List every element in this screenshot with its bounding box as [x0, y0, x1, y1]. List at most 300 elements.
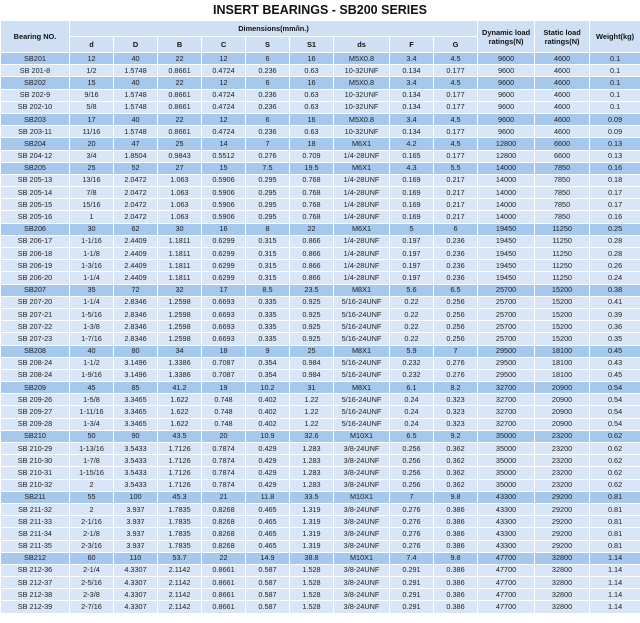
table-row [1, 138, 640, 150]
table-row [1, 516, 640, 528]
table-cell: 15/16 [70, 199, 114, 211]
table-cell: 1-1/4 [70, 272, 114, 284]
table-cell: 4.3 [390, 162, 434, 174]
table-row [1, 479, 640, 491]
table-cell: 3.3465 [114, 418, 158, 430]
table-cell: 0.63 [290, 101, 334, 113]
table-cell: 12 [202, 53, 246, 65]
table-cell: 0.386 [434, 589, 478, 601]
table-cell: 1.14 [590, 577, 640, 589]
table-cell: SB 206-17 [1, 235, 70, 247]
table-cell: 0.866 [290, 248, 334, 260]
table-cell: 0.17 [590, 199, 640, 211]
table-cell: 72 [114, 284, 158, 296]
table-cell: 0.768 [290, 187, 334, 199]
table-cell: M6X1 [334, 138, 390, 150]
table-row [1, 65, 640, 77]
table-cell: 14000 [478, 162, 535, 174]
col-G: G [434, 37, 478, 53]
table-cell: 3/8-24UNF [334, 503, 390, 515]
table-cell: 4.3307 [114, 589, 158, 601]
table-cell: 0.1 [590, 101, 640, 113]
table-cell: 1.622 [158, 394, 202, 406]
table-cell: 3.3465 [114, 394, 158, 406]
table-cell: M10X1 [334, 430, 390, 442]
table-row [1, 357, 640, 369]
table-cell: 1.063 [158, 174, 202, 186]
table-cell: 13/16 [70, 174, 114, 186]
table-cell: 0.465 [246, 503, 290, 515]
table-cell: 14000 [478, 211, 535, 223]
table-cell: 0.295 [246, 211, 290, 223]
table-cell: 1.1811 [158, 260, 202, 272]
table-cell: 20900 [535, 394, 590, 406]
table-cell: 0.8268 [202, 540, 246, 552]
col-B: B [158, 37, 202, 53]
table-cell: SB210 [1, 430, 70, 442]
table-cell: 19450 [478, 223, 535, 235]
table-cell: 32700 [478, 382, 535, 394]
table-cell: 4.5 [434, 113, 478, 125]
table-cell: 14 [202, 138, 246, 150]
table-cell: 0.8268 [202, 516, 246, 528]
table-cell: 25700 [478, 308, 535, 320]
table-cell: 3/8-24UNF [334, 528, 390, 540]
table-cell: 2.4409 [114, 235, 158, 247]
table-row [1, 503, 640, 515]
table-cell: 0.17 [590, 187, 640, 199]
table-cell: 15200 [535, 308, 590, 320]
table-cell: 0.22 [390, 308, 434, 320]
table-cell: 1.1811 [158, 235, 202, 247]
table-cell: 0.5512 [202, 150, 246, 162]
table-row [1, 211, 640, 223]
table-cell: 6 [246, 113, 290, 125]
table-cell: 0.587 [246, 577, 290, 589]
table-cell: 4600 [535, 53, 590, 65]
col-dimensions: Dimensions(mm/in.) [70, 21, 478, 37]
table-cell: SB206 [1, 223, 70, 235]
table-cell: 0.5906 [202, 174, 246, 186]
table-cell: 1/4-28UNF [334, 199, 390, 211]
table-cell: 0.748 [202, 418, 246, 430]
table-cell: 0.295 [246, 174, 290, 186]
table-cell: 1-13/16 [70, 443, 114, 455]
table-row [1, 126, 640, 138]
table-cell: 2-7/16 [70, 601, 114, 613]
table-cell: 0.22 [390, 321, 434, 333]
table-cell: 2 [70, 503, 114, 515]
table-cell: 0.386 [434, 540, 478, 552]
table-cell: 25 [70, 162, 114, 174]
table-cell: 1/4-28UNF [334, 211, 390, 223]
table-cell: 0.587 [246, 564, 290, 576]
table-cell: 3.4 [390, 77, 434, 89]
table-cell: 1.283 [290, 479, 334, 491]
table-cell: SB205 [1, 162, 70, 174]
table-cell: 0.81 [590, 540, 640, 552]
table-cell: 2.1142 [158, 577, 202, 589]
table-cell: 3.5433 [114, 467, 158, 479]
table-cell: 1.5748 [114, 126, 158, 138]
table-cell: 34 [158, 345, 202, 357]
table-cell: 0.5906 [202, 211, 246, 223]
table-cell: 4.5 [434, 53, 478, 65]
table-row [1, 418, 640, 430]
table-cell: 1-3/4 [70, 418, 114, 430]
table-cell: 0.63 [290, 65, 334, 77]
table-cell: 9600 [478, 65, 535, 77]
table-cell: 4.5 [434, 77, 478, 89]
table-cell: 1-9/16 [70, 369, 114, 381]
table-cell: 0.402 [246, 406, 290, 418]
table-row [1, 296, 640, 308]
table-cell: 5.6 [390, 284, 434, 296]
table-cell: 0.276 [390, 503, 434, 515]
table-cell: 19450 [478, 248, 535, 260]
table-cell: 10-32UNF [334, 65, 390, 77]
table-cell: 23200 [535, 467, 590, 479]
table-cell: 1.14 [590, 564, 640, 576]
table-cell: 0.236 [434, 235, 478, 247]
table-cell: 4.3307 [114, 577, 158, 589]
table-cell: 32800 [535, 589, 590, 601]
table-cell: 0.45 [590, 345, 640, 357]
table-cell: 0.429 [246, 479, 290, 491]
table-cell: 0.09 [590, 126, 640, 138]
table-row [1, 284, 640, 296]
table-cell: 0.81 [590, 491, 640, 503]
table-cell: 0.177 [434, 65, 478, 77]
table-cell: 0.386 [434, 503, 478, 515]
table-row [1, 455, 640, 467]
table-cell: 0.7087 [202, 357, 246, 369]
col-D: D [114, 37, 158, 53]
table-cell: 35000 [478, 443, 535, 455]
table-cell: 2-1/4 [70, 564, 114, 576]
table-cell: 0.256 [390, 479, 434, 491]
table-cell: 0.177 [434, 150, 478, 162]
col-S: S [246, 37, 290, 53]
table-cell: 9600 [478, 89, 535, 101]
table-cell: SB 211-35 [1, 540, 70, 552]
table-cell: 0.925 [290, 308, 334, 320]
table-cell: 0.1 [590, 77, 640, 89]
table-cell: 53.7 [158, 552, 202, 564]
table-row [1, 150, 640, 162]
table-cell: 0.4724 [202, 65, 246, 77]
table-cell: SB 202-9 [1, 89, 70, 101]
col-S1: S1 [290, 37, 334, 53]
table-row [1, 77, 640, 89]
table-cell: 0.41 [590, 296, 640, 308]
table-cell: 1.283 [290, 467, 334, 479]
table-cell: 0.429 [246, 467, 290, 479]
table-cell: 11250 [535, 235, 590, 247]
table-cell: 11250 [535, 260, 590, 272]
table-cell: 0.62 [590, 430, 640, 442]
table-cell: 0.362 [434, 467, 478, 479]
table-cell: 1.3386 [158, 369, 202, 381]
table-cell: 6.5 [434, 284, 478, 296]
table-cell: 0.256 [390, 467, 434, 479]
table-cell: 0.256 [434, 321, 478, 333]
table-cell: 1.7835 [158, 516, 202, 528]
table-cell: 2.8346 [114, 333, 158, 345]
table-cell: 0.429 [246, 455, 290, 467]
table-cell: 0.81 [590, 528, 640, 540]
table-cell: 0.236 [434, 248, 478, 260]
table-cell: 1.622 [158, 406, 202, 418]
header-row-1 [1, 21, 640, 37]
table-cell: 0.984 [290, 357, 334, 369]
table-cell: 11250 [535, 272, 590, 284]
table-cell: 2.8346 [114, 308, 158, 320]
table-cell: 22 [158, 113, 202, 125]
table-cell: 9600 [478, 126, 535, 138]
table-cell: 0.6693 [202, 296, 246, 308]
col-C: C [202, 37, 246, 53]
table-cell: 0.4724 [202, 101, 246, 113]
table-cell: 0.236 [246, 89, 290, 101]
table-cell: 0.5906 [202, 199, 246, 211]
table-cell: 0.236 [246, 101, 290, 113]
table-cell: 0.8661 [202, 577, 246, 589]
table-cell: SB 205-14 [1, 187, 70, 199]
col-dynamic-load: Dynamic load ratings(N) [478, 21, 535, 53]
table-cell: 60 [70, 552, 114, 564]
table-cell: 0.36 [590, 321, 640, 333]
table-cell: SB 205-13 [1, 174, 70, 186]
col-ds: ds [334, 37, 390, 53]
table-cell: 40 [114, 53, 158, 65]
table-cell: 1/4-28UNF [334, 174, 390, 186]
table-cell: 0.177 [434, 89, 478, 101]
table-cell: 0.24 [590, 272, 640, 284]
table-row [1, 113, 640, 125]
table-cell: 0.1 [590, 53, 640, 65]
table-cell: 40 [70, 345, 114, 357]
table-cell: 17 [202, 284, 246, 296]
table-cell: 6600 [535, 138, 590, 150]
table-cell: 29500 [478, 357, 535, 369]
table-cell: 0.402 [246, 418, 290, 430]
table-cell: M8X1 [334, 345, 390, 357]
table-cell: 29200 [535, 503, 590, 515]
table-cell: 32800 [535, 601, 590, 613]
table-cell: 0.709 [290, 150, 334, 162]
table-cell: 5.9 [390, 345, 434, 357]
table-cell: 5/8 [70, 101, 114, 113]
table-cell: 0.295 [246, 187, 290, 199]
table-cell: 14.9 [246, 552, 290, 564]
table-cell: 80 [114, 345, 158, 357]
table-cell: 20 [202, 430, 246, 442]
table-cell: 29200 [535, 540, 590, 552]
table-cell: 0.768 [290, 174, 334, 186]
table-cell: 2.4409 [114, 272, 158, 284]
table-cell: 2-3/16 [70, 540, 114, 552]
table-cell: 5 [390, 223, 434, 235]
table-cell: 4.2 [390, 138, 434, 150]
table-cell: 16 [290, 77, 334, 89]
table-row [1, 369, 640, 381]
table-cell: 0.465 [246, 516, 290, 528]
table-cell: 29200 [535, 528, 590, 540]
table-cell: 0.335 [246, 333, 290, 345]
table-row [1, 308, 640, 320]
table-cell: 0.22 [390, 333, 434, 345]
table-cell: SB 210-29 [1, 443, 70, 455]
table-cell: 7850 [535, 199, 590, 211]
table-cell: 0.315 [246, 260, 290, 272]
table-cell: 25700 [478, 321, 535, 333]
table-cell: 32700 [478, 406, 535, 418]
col-weight: Weight(kg) [590, 21, 640, 53]
table-cell: 0.197 [390, 272, 434, 284]
table-cell: 3/8-24UNF [334, 540, 390, 552]
table-cell: 12800 [478, 150, 535, 162]
table-row [1, 430, 640, 442]
table-cell: 3/8-24UNF [334, 455, 390, 467]
table-cell: 0.256 [434, 296, 478, 308]
table-cell: 47700 [478, 589, 535, 601]
table-cell: 32700 [478, 418, 535, 430]
table-cell: SB 205-16 [1, 211, 70, 223]
table-cell: 0.63 [290, 89, 334, 101]
table-cell: 27 [158, 162, 202, 174]
table-cell: 0.54 [590, 406, 640, 418]
table-cell: 9600 [478, 53, 535, 65]
table-cell: 25 [290, 345, 334, 357]
table-cell: 0.587 [246, 589, 290, 601]
table-cell: 12 [202, 113, 246, 125]
table-cell: 0.7087 [202, 369, 246, 381]
table-cell: 16 [202, 223, 246, 235]
table-cell: 10-32UNF [334, 126, 390, 138]
table-cell: SB209 [1, 382, 70, 394]
table-cell: 1.8504 [114, 150, 158, 162]
table-cell: 0.38 [590, 284, 640, 296]
table-cell: 1.2598 [158, 321, 202, 333]
table-cell: 9600 [478, 101, 535, 113]
table-cell: 47 [114, 138, 158, 150]
table-cell: 35000 [478, 455, 535, 467]
table-cell: 0.8268 [202, 503, 246, 515]
table-cell: 14000 [478, 187, 535, 199]
table-cell: 8.5 [246, 284, 290, 296]
table-cell: 15200 [535, 296, 590, 308]
table-cell: 3.937 [114, 528, 158, 540]
table-cell: 90 [114, 430, 158, 442]
table-cell: 0.8661 [158, 126, 202, 138]
table-cell: 0.256 [390, 455, 434, 467]
table-row [1, 528, 640, 540]
table-cell: 1.7835 [158, 528, 202, 540]
table-cell: 18 [202, 345, 246, 357]
table-cell: 0.169 [390, 174, 434, 186]
table-cell: 0.134 [390, 101, 434, 113]
table-cell: SB 204-12 [1, 150, 70, 162]
table-cell: 1.5748 [114, 65, 158, 77]
table-cell: 1.528 [290, 589, 334, 601]
table-row [1, 491, 640, 503]
table-cell: 0.386 [434, 564, 478, 576]
table-cell: 5/16-24UNF [334, 394, 390, 406]
table-cell: 0.62 [590, 479, 640, 491]
table-cell: 0.335 [246, 296, 290, 308]
table-cell: 3.5433 [114, 479, 158, 491]
table-cell: 1.7126 [158, 443, 202, 455]
table-cell: 0.7874 [202, 467, 246, 479]
table-cell: 1.063 [158, 211, 202, 223]
table-cell: 3.937 [114, 516, 158, 528]
table-cell: SB 203-11 [1, 126, 70, 138]
table-cell: 15200 [535, 333, 590, 345]
table-cell: 8.2 [434, 382, 478, 394]
table-cell: 100 [114, 491, 158, 503]
table-cell: 0.291 [390, 564, 434, 576]
table-cell: 19450 [478, 272, 535, 284]
table-cell: 47700 [478, 552, 535, 564]
table-cell: 0.465 [246, 528, 290, 540]
table-cell: 0.134 [390, 126, 434, 138]
table-cell: 35000 [478, 479, 535, 491]
table-row [1, 467, 640, 479]
table-cell: 1/2 [70, 65, 114, 77]
table-cell: 0.09 [590, 113, 640, 125]
table-cell: 5/16-24UNF [334, 321, 390, 333]
col-static-load: Static load ratings(N) [535, 21, 590, 53]
table-row [1, 601, 640, 613]
table-cell: 1.22 [290, 406, 334, 418]
table-cell: 32700 [478, 394, 535, 406]
table-cell: 4600 [535, 77, 590, 89]
table-cell: 0.748 [202, 406, 246, 418]
table-row [1, 577, 640, 589]
table-cell: 0.276 [434, 369, 478, 381]
table-cell: 29500 [478, 345, 535, 357]
table-cell: 1-3/8 [70, 321, 114, 333]
table-cell: 0.232 [390, 357, 434, 369]
table-cell: 22 [290, 223, 334, 235]
table-cell: 11.8 [246, 491, 290, 503]
table-cell: 15200 [535, 321, 590, 333]
table-cell: 1.283 [290, 455, 334, 467]
table-cell: 0.8268 [202, 528, 246, 540]
table-cell: 5/16-24UNF [334, 308, 390, 320]
table-cell: 1-7/16 [70, 333, 114, 345]
table-cell: 1.319 [290, 516, 334, 528]
table-cell: SB211 [1, 491, 70, 503]
table-cell: 4600 [535, 65, 590, 77]
table-cell: 0.925 [290, 321, 334, 333]
table-cell: 2.4409 [114, 248, 158, 260]
bearings-table [0, 20, 640, 614]
table-cell: 0.866 [290, 272, 334, 284]
table-row [1, 162, 640, 174]
table-cell: SB203 [1, 113, 70, 125]
table-cell: 1.319 [290, 540, 334, 552]
table-cell: 0.276 [390, 528, 434, 540]
table-cell: 1.319 [290, 503, 334, 515]
table-cell: 0.62 [590, 443, 640, 455]
table-cell: 0.197 [390, 235, 434, 247]
table-cell: 0.315 [246, 235, 290, 247]
table-cell: 2.0472 [114, 187, 158, 199]
table-cell: 4600 [535, 101, 590, 113]
table-cell: 1.5748 [114, 101, 158, 113]
